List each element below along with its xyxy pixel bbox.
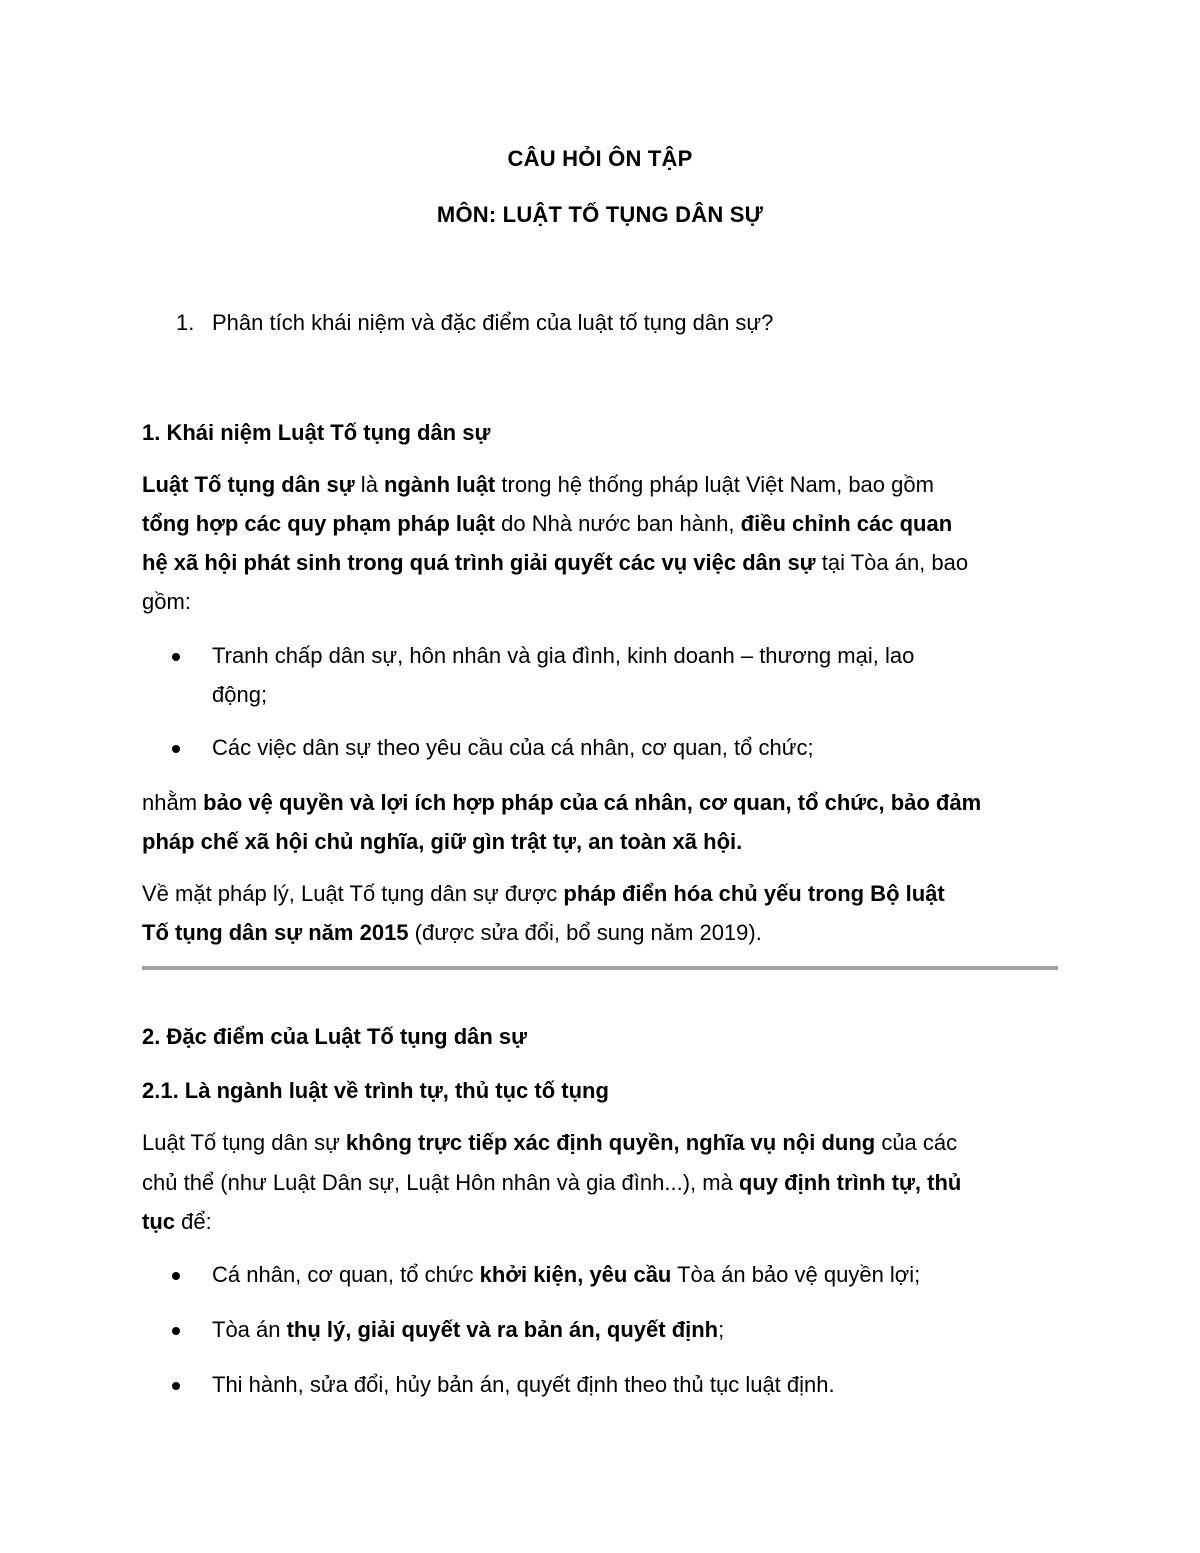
- question-text: Phân tích khái niệm và đặc điểm của luật tố tụng dân sự?: [212, 310, 774, 335]
- section1-bullet1-line2: động;: [212, 682, 268, 707]
- section1-p1-line1: [142, 472, 934, 498]
- text-run: Tòa án bảo vệ quyền lợi;: [671, 1262, 921, 1287]
- bold-text-run: Tố tụng dân sự năm 2015: [142, 920, 409, 945]
- section1-p2-line1: [142, 790, 981, 816]
- text-run: trong hệ thống pháp luật Việt Nam, bao gồm: [495, 472, 934, 497]
- section1-heading: 1. Khái niệm Luật Tố tụng dân sự: [142, 420, 491, 445]
- section2-bullet1: [212, 1262, 920, 1288]
- text-run: Về mặt pháp lý, Luật Tố tụng dân sự được: [142, 881, 564, 906]
- subject-title: MÔN: LUẬT TỐ TỤNG DÂN SỰ: [436, 202, 764, 227]
- question-item: [176, 310, 773, 336]
- section1-p3-line1: [142, 881, 945, 907]
- text-run: do Nhà nước ban hành,: [495, 511, 741, 536]
- section1-p1-line3: [142, 550, 968, 576]
- section2-bullet3: [212, 1372, 835, 1398]
- bold-text-run: tổng hợp các quy phạm pháp luật: [142, 511, 495, 536]
- bold-text-run: ngành luật: [384, 472, 496, 497]
- bold-text-run: pháp chế xã hội chủ nghĩa, giữ gìn trật tự, an toàn xã hội.: [142, 829, 743, 854]
- section1-bullet2: Các việc dân sự theo yêu cầu của cá nhân, cơ quan, tổ chức;: [212, 735, 814, 760]
- text-run: Luật Tố tụng dân sự: [142, 1130, 346, 1155]
- section1-p2-line2: [142, 829, 742, 855]
- bold-text-run: bảo vệ quyền và lợi ích hợp pháp của cá nhân, cơ quan, tổ chức, bảo đảm: [203, 790, 982, 815]
- bold-text-run: tục: [142, 1209, 175, 1234]
- document-title: CÂU HỎI ÔN TẬP: [507, 146, 693, 171]
- bold-text-run: thụ lý, giải quyết và ra bản án, quyết định: [286, 1317, 719, 1342]
- bullet-marker: [172, 1382, 180, 1390]
- text-run: ;: [718, 1317, 725, 1342]
- bold-text-run: không trực tiếp xác định quyền, nghĩa vụ nội dung: [345, 1130, 876, 1155]
- section1-p1-line2: [142, 511, 952, 537]
- text-run: để:: [175, 1209, 212, 1234]
- bold-text-run: Luật Tố tụng dân sự: [142, 472, 355, 497]
- text-run: Cá nhân, cơ quan, tổ chức: [212, 1262, 480, 1287]
- text-run: tại Tòa án, bao: [815, 550, 969, 575]
- text-run: (được sửa đổi, bổ sung năm 2019).: [408, 920, 762, 945]
- text-run: Tòa án: [212, 1317, 287, 1342]
- section2-heading: 2. Đặc điểm của Luật Tố tụng dân sự: [142, 1024, 528, 1049]
- text-run: nhằm: [142, 790, 204, 815]
- bold-text-run: pháp điển hóa chủ yếu trong Bộ luật: [563, 881, 945, 906]
- section1-bullet1-line1: Tranh chấp dân sự, hôn nhân và gia đình, kinh doanh – thương mại, lao: [212, 643, 915, 668]
- bold-text-run: hệ xã hội phát sinh trong quá trình giải quyết các vụ việc dân sự: [142, 550, 816, 575]
- section2-p1-line3: [142, 1209, 212, 1235]
- horizontal-rule: [142, 966, 1058, 970]
- section1-p3-line2: [142, 920, 762, 946]
- bullet-marker: [172, 1327, 180, 1335]
- text-run: của các: [875, 1130, 958, 1155]
- text-run: chủ thể (như Luật Dân sự, Luật Hôn nhân và gia đình...), mà: [142, 1170, 739, 1195]
- bold-text-run: điều chỉnh các quan: [740, 511, 953, 536]
- text-run: Thi hành, sửa đổi, hủy bản án, quyết định theo thủ tục luật định.: [212, 1372, 835, 1397]
- bold-text-run: khởi kiện, yêu cầu: [479, 1262, 672, 1287]
- section2-p1-line1: [142, 1130, 957, 1156]
- section2-bullet2: [212, 1317, 724, 1343]
- text-run: gồm:: [142, 589, 191, 614]
- question-number: 1.: [176, 310, 195, 335]
- bold-text-run: quy định trình tự, thủ: [738, 1170, 962, 1195]
- bullet-marker: [172, 1272, 180, 1280]
- section1-p1-line4: [142, 589, 191, 615]
- bullet-marker: [172, 745, 180, 753]
- bullet-marker: [172, 653, 180, 661]
- section2-subheading: 2.1. Là ngành luật về trình tự, thủ tục tố tụng: [142, 1078, 609, 1103]
- text-run: là: [354, 472, 385, 497]
- section2-p1-line2: [142, 1170, 961, 1196]
